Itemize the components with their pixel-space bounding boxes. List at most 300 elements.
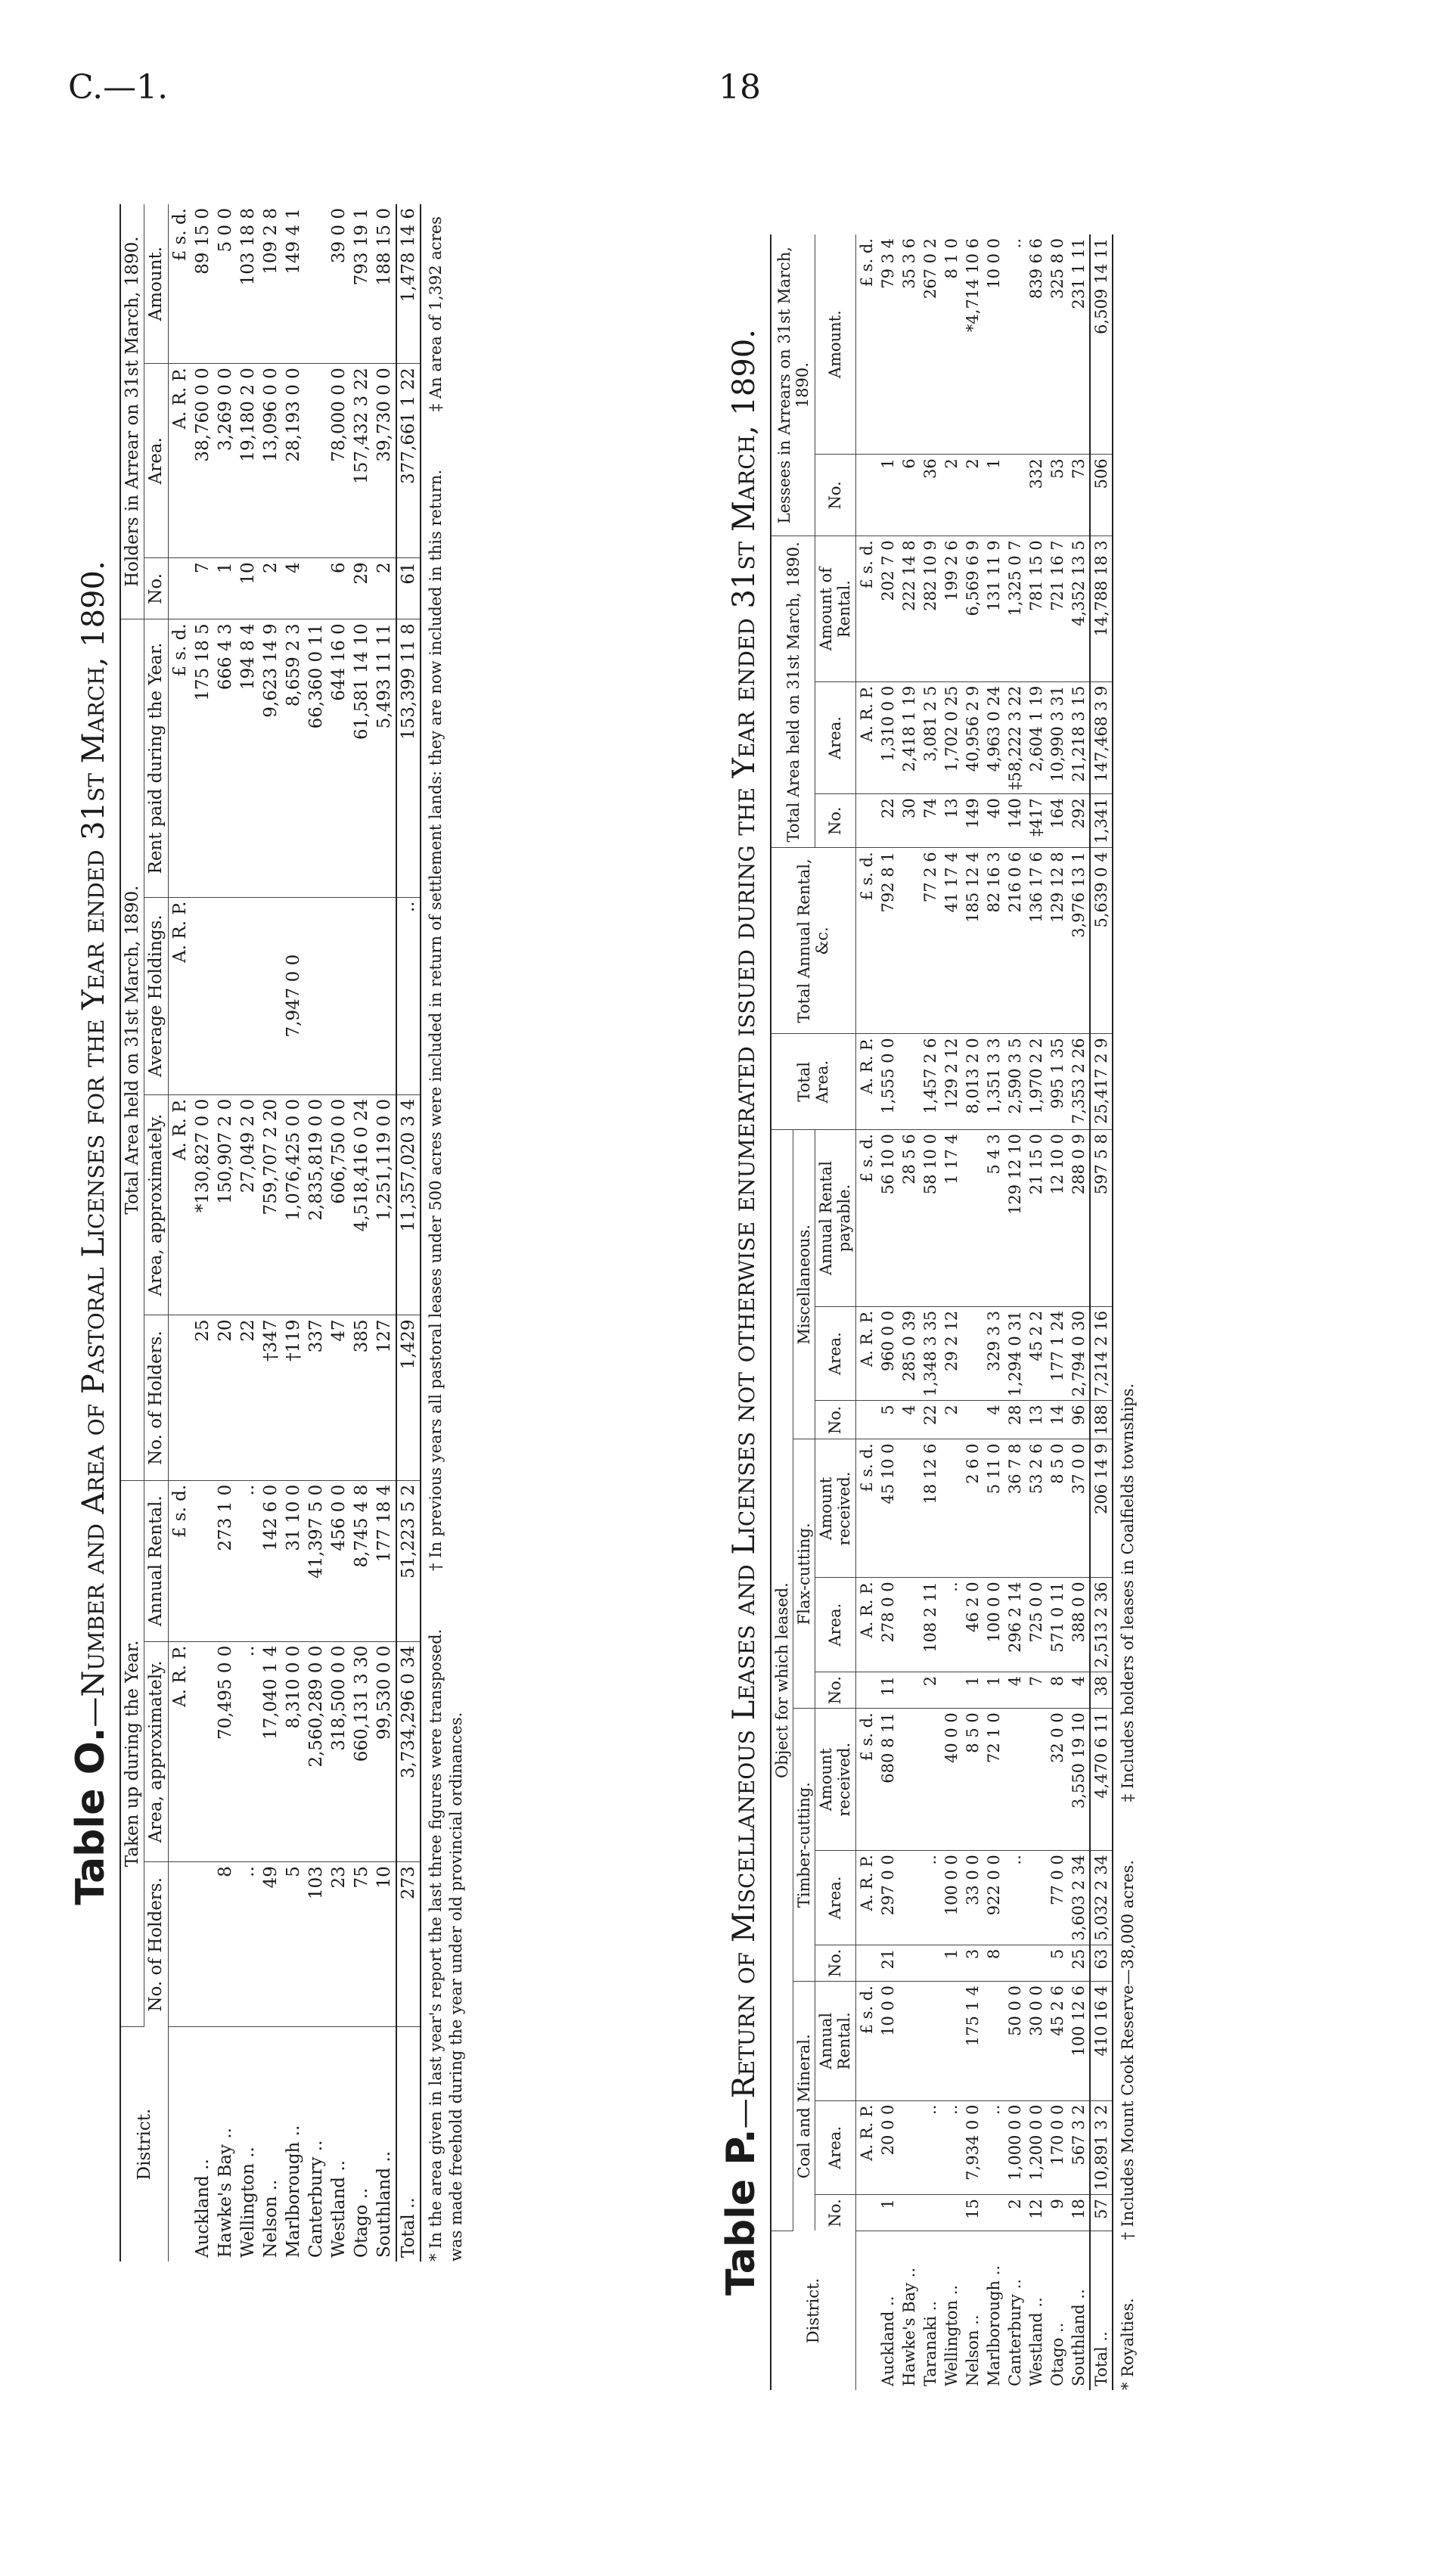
table-cell: 22 <box>877 794 899 848</box>
table-cell: 14 <box>1047 1401 1068 1439</box>
unit-label: £ s. d. <box>855 536 877 681</box>
table-cell: 8,659 2 3 <box>282 619 305 897</box>
table-row <box>259 204 282 2262</box>
table-cell: 74 <box>920 794 941 848</box>
table-cell: 77 0 0 <box>1047 1851 1068 1945</box>
table-cell: 29 2 12 <box>941 1306 962 1401</box>
table-cell <box>941 2195 962 2231</box>
table-cell: 8 <box>214 1862 237 2027</box>
total-cell: 4,470 6 11 <box>1090 1709 1113 1851</box>
table-cell: 1,294 0 31 <box>1004 1306 1026 1401</box>
table-cell: †119 <box>282 1315 305 1480</box>
unit-label: A. R. P. <box>855 1851 877 1945</box>
unit-label <box>855 1945 877 1981</box>
district-name: Canterbury .. <box>306 2140 326 2258</box>
table-cell: 222 14 8 <box>899 536 920 681</box>
table-cell: 2 <box>941 1401 962 1439</box>
col-header: Area, approximately. <box>144 1094 168 1315</box>
unit-label: £ s. d. <box>855 1439 877 1578</box>
col-header: Rent paid during the Year. <box>144 619 168 897</box>
table-cell <box>1004 1709 1026 1851</box>
total-cell: 3,734,296 0 34 <box>396 1641 421 1862</box>
unit-label: A. R. P. <box>168 364 191 558</box>
group-arrears: Holders in Arrear on 31st March, 1890. <box>120 204 144 619</box>
unit-label: £ s. d. <box>855 234 877 455</box>
col-header: No. <box>815 1945 855 1981</box>
table-cell: 35 3 6 <box>899 234 920 455</box>
table-cell: 4 <box>983 1401 1004 1439</box>
unit-label <box>855 1672 877 1708</box>
table-cell: 157,432 3 22 <box>350 364 373 558</box>
col-header: Annual Rental. <box>815 1982 855 2100</box>
total-cell: 2,513 2 36 <box>1090 1578 1113 1672</box>
table-cell: 36 7 8 <box>1004 1439 1026 1578</box>
total-cell: 10,891 3 2 <box>1090 2100 1113 2195</box>
col-header: No. <box>815 455 855 536</box>
table-cell: 21,218 3 15 <box>1068 681 1090 793</box>
table-cell: 47 <box>328 1315 350 1480</box>
col-total-area: Total Area. <box>771 1034 855 1130</box>
table-cell: 73 <box>1068 455 1090 536</box>
table-cell: 5 0 0 <box>214 204 237 364</box>
table-cell: 4,352 13 5 <box>1068 536 1090 681</box>
district-name: Southland .. <box>1069 2289 1088 2386</box>
unit-label: A. R. P. <box>855 2100 877 2195</box>
district-name: Marlborough .. <box>283 2125 303 2258</box>
table-cell: 337 <box>305 1315 328 1480</box>
table-cell: 329 3 3 <box>983 1306 1004 1401</box>
table-cell <box>899 1672 920 1708</box>
table-cell <box>899 1851 920 1945</box>
table-cell: *4,714 10 6 <box>962 234 983 455</box>
table-cell: 1,000 0 0 <box>1004 2100 1026 2195</box>
group-flax: Flax-cutting. <box>793 1439 815 1709</box>
total-cell: 273 <box>396 1862 421 2027</box>
table-cell <box>899 1034 920 1130</box>
table-cell: 28 <box>1004 1401 1026 1439</box>
group-timber: Timber-cutting. <box>793 1709 815 1982</box>
table-cell: 45 2 2 <box>1026 1306 1047 1401</box>
total-cell: 1,429 <box>396 1315 421 1480</box>
table-p-title: Table P.—Return of Miscellaneous Leases and Licenses not otherwise enumerated issued during the Year ended 31st March, 1890. <box>719 329 764 2296</box>
total-row <box>396 204 421 2262</box>
table-cell <box>899 848 920 1034</box>
col-header: No. <box>815 794 855 848</box>
table-cell: 8 1 0 <box>941 234 962 455</box>
table-cell: 29 <box>350 558 373 619</box>
table-cell: 1,200 0 0 <box>1026 2100 1047 2195</box>
table-cell: 267 0 2 <box>920 234 941 455</box>
table-cell: 922 0 0 <box>983 1851 1004 1945</box>
table-cell: 22 <box>237 1315 259 1480</box>
table-cell: 839 6 6 <box>1026 234 1047 455</box>
table-cell <box>899 1709 920 1851</box>
table-cell: 49 <box>259 1862 282 2027</box>
table-cell: †347 <box>259 1315 282 1480</box>
table-cell: 1 <box>877 2195 899 2231</box>
table-cell: .. <box>1004 234 1026 455</box>
district-name: Nelson .. <box>963 2314 982 2386</box>
table-cell: 793 19 1 <box>350 204 373 364</box>
table-cell: 131 11 9 <box>983 536 1004 681</box>
table-cell: 12 10 0 <box>1047 1130 1068 1307</box>
table-cell: 1,457 2 6 <box>920 1034 941 1130</box>
table-cell: 2,418 1 19 <box>899 681 920 793</box>
unit-label: £ s. d. <box>168 204 191 364</box>
table-cell: 50 0 0 <box>1004 1982 1026 2100</box>
table-cell: 792 8 1 <box>877 848 899 1034</box>
table-p-label: Table P. <box>719 2128 764 2296</box>
unit-label: A. R. P. <box>168 1094 191 1315</box>
district-name: Otago .. <box>1048 2322 1066 2386</box>
table-cell <box>983 1982 1004 2100</box>
col-header: Area. <box>815 681 855 793</box>
table-row <box>1004 234 1026 2390</box>
footnote: ‡ An area of 1,392 acres was made freehold during the year under old provincial ordinances. <box>426 216 466 2262</box>
table-cell <box>920 2195 941 2231</box>
total-cell: 51,223 5 2 <box>396 1480 421 1641</box>
units-row <box>168 204 191 2262</box>
table-cell: 20 0 0 <box>877 2100 899 2195</box>
group-coal: Coal and Mineral. <box>793 1982 815 2231</box>
table-cell: 3,603 2 34 <box>1068 1851 1090 1945</box>
total-label: Total .. <box>396 2027 421 2262</box>
unit-label: A. R. P. <box>855 681 877 793</box>
table-cell: 282 10 9 <box>920 536 941 681</box>
table-cell: 23 <box>328 1862 350 2027</box>
total-cell: 57 <box>1090 2195 1113 2231</box>
table-p-footnotes <box>1118 234 1138 2390</box>
table-cell: 3,976 13 1 <box>1068 848 1090 1034</box>
table-cell: 6 <box>328 558 350 619</box>
table-o-label: Table O. <box>68 1727 113 1905</box>
table-cell: 21 <box>877 1945 899 1981</box>
col-header: No. of Holders. <box>144 1862 168 2027</box>
total-cell: 11,357,020 3 4 <box>396 1094 421 1315</box>
table-cell: 100 0 0 <box>941 1851 962 1945</box>
table-cell: 2 <box>920 1672 941 1708</box>
col-header: Annual Rental. <box>144 1480 168 1641</box>
table-cell: 666 4 3 <box>214 619 237 897</box>
table-cell: 28,193 0 0 <box>282 364 305 558</box>
table-cell: 606,750 0 0 <box>328 1094 350 1315</box>
table-cell: 7 <box>1026 1672 1047 1708</box>
table-cell: 32 0 0 <box>1047 1709 1068 1851</box>
table-o <box>68 204 598 2262</box>
table-cell: 79 3 4 <box>877 234 899 455</box>
table-cell: 292 <box>1068 794 1090 848</box>
table-cell <box>941 1982 962 2100</box>
table-cell <box>941 1439 962 1578</box>
table-cell: 109 2 8 <box>259 204 282 364</box>
table-cell: 99,530 0 0 <box>373 1641 396 1862</box>
table-row <box>305 204 328 2262</box>
table-cell: 8 <box>983 1945 1004 1981</box>
table-cell: .. <box>237 1641 259 1862</box>
table-cell: 53 2 6 <box>1026 1439 1047 1578</box>
total-cell: 6,509 14 11 <box>1090 234 1113 455</box>
table-cell: 385 <box>350 1315 373 1480</box>
district-name: Wellington .. <box>942 2284 961 2386</box>
total-cell: 147,468 3 9 <box>1090 681 1113 793</box>
table-cell: 4 <box>1068 1672 1090 1708</box>
table-cell: 39 0 0 <box>328 204 350 364</box>
table-cell: 278 0 0 <box>877 1578 899 1672</box>
table-cell: 2 <box>941 455 962 536</box>
table-cell: 2 6 0 <box>962 1439 983 1578</box>
table-cell: 33 0 0 <box>962 1851 983 1945</box>
table-cell: 1 <box>983 1672 1004 1708</box>
table-row <box>1068 234 1090 2390</box>
unit-label: A. R. P. <box>855 1034 877 1130</box>
total-row <box>1090 234 1113 2390</box>
table-cell: 58 10 0 <box>920 1130 941 1307</box>
total-cell: 1,478 14 6 <box>396 204 421 364</box>
table-cell: 70,495 0 0 <box>214 1641 237 1862</box>
table-cell: 31 10 0 <box>282 1480 305 1641</box>
table-cell <box>941 1672 962 1708</box>
table-cell <box>191 1480 214 1641</box>
table-cell: 89 15 0 <box>191 204 214 364</box>
table-cell: 10 0 0 <box>983 234 1004 455</box>
table-cell: *130,827 0 0 <box>191 1094 214 1315</box>
table-cell: 2,560,289 0 0 <box>305 1641 328 1862</box>
table-cell: 3,550 19 10 <box>1068 1709 1090 1851</box>
table-cell <box>899 2100 920 2195</box>
table-cell: 2,604 1 19 <box>1026 681 1047 793</box>
table-cell: 96 <box>1068 1401 1090 1439</box>
table-cell: 22 <box>920 1401 941 1439</box>
total-cell: .. <box>396 897 421 1094</box>
table-cell: 13 <box>1026 1401 1047 1439</box>
total-cell: 506 <box>1090 455 1113 536</box>
table-cell <box>1026 1851 1047 1945</box>
total-cell: 38 <box>1090 1672 1113 1708</box>
group-total-held: Total Area held on 31st March, 1890. <box>771 536 815 848</box>
district-name: Westland .. <box>328 2160 349 2258</box>
table-cell: 388 0 0 <box>1068 1578 1090 1672</box>
table-cell: 4,518,416 0 24 <box>350 1094 373 1315</box>
table-cell: 39,730 0 0 <box>373 364 396 558</box>
table-cell: .. <box>941 1578 962 1672</box>
table-cell: 2,590 3 5 <box>1004 1034 1026 1130</box>
table-cell: 231 1 11 <box>1068 234 1090 455</box>
table-cell: .. <box>237 1862 259 2027</box>
table-cell <box>305 204 328 364</box>
table-cell: .. <box>1004 1851 1026 1945</box>
group-object: Object for which leased. <box>771 1130 793 2231</box>
table-cell: 129 2 12 <box>941 1034 962 1130</box>
table-cell: 288 0 9 <box>1068 1130 1090 1307</box>
table-cell: 142 6 0 <box>259 1480 282 1641</box>
table-cell: 40 0 0 <box>941 1709 962 1851</box>
table-cell <box>1026 1709 1047 1851</box>
table-cell: 8 5 0 <box>962 1709 983 1851</box>
unit-label <box>855 794 877 848</box>
unit-label <box>168 2027 191 2262</box>
table-cell: 1,325 0 7 <box>1004 536 1026 681</box>
table-cell: 5 <box>877 1401 899 1439</box>
table-cell: 660,131 3 30 <box>350 1641 373 1862</box>
unit-label <box>855 2231 877 2391</box>
table-cell: 10 <box>237 558 259 619</box>
col-header: Amount of Rental. <box>815 536 855 681</box>
unit-label <box>168 558 191 619</box>
total-cell: 188 <box>1090 1401 1113 1439</box>
table-row <box>941 234 962 2390</box>
table-cell: 3,081 2 5 <box>920 681 941 793</box>
units-row <box>855 234 877 2390</box>
table-cell: 285 0 39 <box>899 1306 920 1401</box>
table-cell: 273 1 0 <box>214 1480 237 1641</box>
total-cell: 1,341 <box>1090 794 1113 848</box>
group-taken-up: Taken up during the Year. <box>120 1480 144 2026</box>
table-cell: 75 <box>350 1862 373 2027</box>
total-cell: 410 16 4 <box>1090 1982 1113 2100</box>
table-cell: 1,970 2 2 <box>1026 1034 1047 1130</box>
average-holding: 7,947 0 0 <box>191 897 396 1094</box>
table-cell: 296 2 14 <box>1004 1578 1026 1672</box>
table-row <box>877 234 899 2390</box>
table-cell: 150,907 2 0 <box>214 1094 237 1315</box>
table-cell: 103 <box>305 1862 328 2027</box>
col-header: Area. <box>815 2100 855 2195</box>
table-cell <box>920 1709 941 1851</box>
total-label: Total .. <box>1090 2231 1113 2391</box>
table-cell: 78,000 0 0 <box>328 364 350 558</box>
table-row <box>920 234 941 2390</box>
table-cell: 77 2 6 <box>920 848 941 1034</box>
table-cell: 38,760 0 0 <box>191 364 214 558</box>
unit-label: £ s. d. <box>168 1480 191 1641</box>
table-cell: 140 <box>1004 794 1026 848</box>
table-row <box>373 204 396 2262</box>
table-cell: 7,353 2 26 <box>1068 1034 1090 1130</box>
district-name: Auckland .. <box>878 2296 897 2386</box>
col-header: Amount. <box>144 204 168 364</box>
table-cell: 25 <box>1068 1945 1090 1981</box>
table-cell: 3,269 0 0 <box>214 364 237 558</box>
table-p <box>719 234 1339 2390</box>
col-header: No. <box>144 558 168 619</box>
table-cell: ‡417 <box>1026 794 1047 848</box>
table-cell: 571 0 11 <box>1047 1578 1068 1672</box>
table-cell: 1 <box>877 455 899 536</box>
table-cell: .. <box>941 2100 962 2195</box>
table-cell: 103 18 8 <box>237 204 259 364</box>
table-cell: 108 2 11 <box>920 1578 941 1672</box>
table-cell: 7,934 0 0 <box>962 2100 983 2195</box>
table-cell: 164 <box>1047 794 1068 848</box>
table-cell: 149 4 1 <box>282 204 305 364</box>
table-cell: 2,794 0 30 <box>1068 1306 1090 1401</box>
table-cell: 6,569 6 9 <box>962 536 983 681</box>
table-cell: 13 <box>941 794 962 848</box>
table-cell <box>962 1401 983 1439</box>
table-cell: 19,180 2 0 <box>237 364 259 558</box>
unit-label: A. R. P. <box>855 1306 877 1401</box>
table-cell: 8 5 0 <box>1047 1439 1068 1578</box>
table-cell: 1 <box>214 558 237 619</box>
unit-label <box>168 1862 191 2027</box>
col-district: District. <box>120 2027 168 2262</box>
table-cell: 170 0 0 <box>1047 2100 1068 2195</box>
table-cell: 8,310 0 0 <box>282 1641 305 1862</box>
unit-label: £ s. d. <box>855 1709 877 1851</box>
table-p-grid <box>770 234 1113 2390</box>
table-cell: 45 2 6 <box>1047 1982 1068 2100</box>
table-cell: 41 17 4 <box>941 848 962 1034</box>
col-header: Average Holdings. <box>144 897 168 1094</box>
district-name: Auckland .. <box>192 2159 213 2258</box>
district-name: Southland .. <box>374 2150 394 2258</box>
table-cell: 4 <box>899 1401 920 1439</box>
table-cell: 1,310 0 0 <box>877 681 899 793</box>
table-cell: 100 12 6 <box>1068 1982 1090 2100</box>
col-header: Area, approximately. <box>144 1641 168 1862</box>
table-cell: 2 <box>962 455 983 536</box>
table-cell: 129 12 10 <box>1004 1130 1026 1307</box>
table-cell: 318,500 0 0 <box>328 1641 350 1862</box>
table-cell: 15 <box>962 2195 983 2231</box>
district-name: Wellington .. <box>237 2147 258 2258</box>
table-cell: 4 <box>282 558 305 619</box>
table-cell: 202 7 0 <box>877 536 899 681</box>
footnote: † In previous years all pastoral leases under 500 acres were included in return of settlement lands: they are now included in this return. <box>426 469 445 1572</box>
table-cell <box>1004 455 1026 536</box>
total-cell: 5,639 0 4 <box>1090 848 1113 1034</box>
table-cell: 1,702 0 25 <box>941 681 962 793</box>
table-cell: 188 15 0 <box>373 204 396 364</box>
table-cell: 1 17 4 <box>941 1130 962 1307</box>
table-cell: 177 18 4 <box>373 1480 396 1641</box>
district-name: Hawke's Bay .. <box>215 2128 235 2258</box>
table-row <box>282 204 305 2262</box>
unit-label: £ s. d. <box>855 1982 877 2100</box>
table-cell: 325 8 0 <box>1047 234 1068 455</box>
table-cell: 37 0 0 <box>1068 1439 1090 1578</box>
table-cell: 5 4 3 <box>983 1130 1004 1307</box>
table-cell: 1 <box>941 1945 962 1981</box>
table-cell: 2,835,819 0 0 <box>305 1094 328 1315</box>
table-cell: 725 0 0 <box>1026 1578 1047 1672</box>
col-header: Area. <box>815 1306 855 1401</box>
table-cell: 136 17 6 <box>1026 848 1047 1034</box>
table-cell: 10,990 3 31 <box>1047 681 1068 793</box>
table-cell: 1 <box>983 455 1004 536</box>
table-cell: .. <box>237 1480 259 1641</box>
unit-label <box>168 1315 191 1480</box>
table-cell: 17,040 1 4 <box>259 1641 282 1862</box>
table-cell: ‡58,222 3 22 <box>1004 681 1026 793</box>
col-total-rental: Total Annual Rental, &c. <box>771 848 855 1034</box>
table-cell: 9 <box>1047 2195 1068 2231</box>
table-cell: 680 8 11 <box>877 1709 899 1851</box>
table-cell: 2 <box>1004 2195 1026 2231</box>
table-cell: 194 8 4 <box>237 619 259 897</box>
table-cell: 177 1 24 <box>1047 1306 1068 1401</box>
table-cell: 2 <box>373 558 396 619</box>
table-cell: 40,956 2 9 <box>962 681 983 793</box>
col-header: No. <box>815 1672 855 1708</box>
table-cell: 567 3 2 <box>1068 2100 1090 2195</box>
district-name: Hawke's Bay .. <box>899 2267 918 2386</box>
total-cell: 5,032 2 34 <box>1090 1851 1113 1945</box>
district-name: Westland .. <box>1026 2297 1045 2386</box>
table-cell: 297 0 0 <box>877 1851 899 1945</box>
table-cell <box>920 1982 941 2100</box>
total-cell: 14,788 18 3 <box>1090 536 1113 681</box>
